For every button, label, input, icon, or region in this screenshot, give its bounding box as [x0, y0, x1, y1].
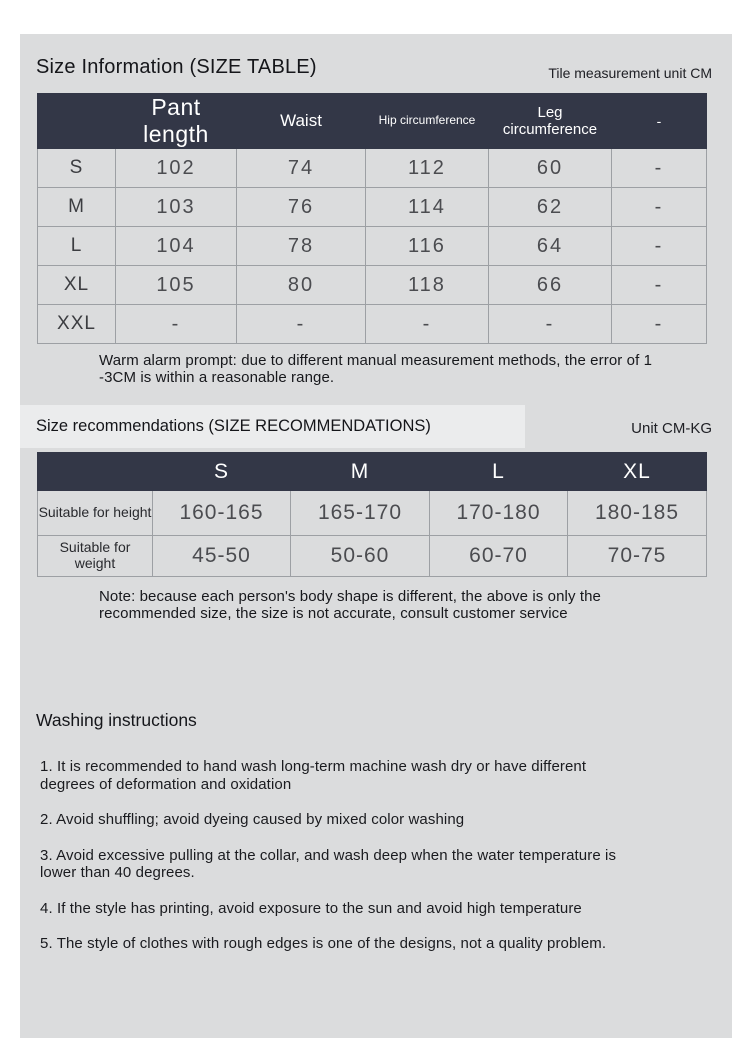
washing-item: 4. If the style has printing, avoid exposure to the sun and avoid high temperature — [40, 899, 582, 917]
cell-value: 165-170 — [291, 491, 430, 536]
size-table — [37, 93, 707, 344]
cell-value: 105 — [116, 266, 237, 305]
cell-value: 64 — [489, 227, 612, 266]
size-table-header-row — [38, 94, 707, 149]
cell-value: 80 — [237, 266, 366, 305]
cell-value: - — [612, 188, 707, 227]
washing-instructions-title: Washing instructions — [36, 710, 197, 730]
table-row — [38, 305, 707, 344]
table-row — [38, 491, 707, 536]
cell-value: 50-60 — [291, 536, 430, 577]
cell-value: 112 — [366, 149, 489, 188]
table-row — [38, 227, 707, 266]
recommend-header-empty — [38, 453, 153, 491]
row-label: Suitable for weight — [38, 536, 153, 577]
cell-value: - — [612, 149, 707, 188]
washing-item: 1. It is recommended to hand wash long-term machine wash dry or have different degrees of deformation and oxidation — [40, 758, 587, 793]
cell-value: 118 — [366, 266, 489, 305]
cell-value: 45-50 — [153, 536, 291, 577]
size-table-header-dash: - — [612, 94, 707, 149]
size-table-unit-note: Tile measurement unit CM — [548, 65, 712, 81]
cell-value: 170-180 — [430, 491, 568, 536]
cell-value: 60 — [489, 149, 612, 188]
cell-value: 116 — [366, 227, 489, 266]
recommend-header-s: S — [153, 453, 291, 491]
size-recommendations-table — [37, 452, 707, 577]
size-table-header-empty — [38, 94, 116, 149]
recommend-header-row — [38, 453, 707, 491]
size-recommendations-title: Size recommendations (SIZE RECOMMENDATIONS) — [36, 417, 431, 435]
cell-value: 102 — [116, 149, 237, 188]
cell-value: 66 — [489, 266, 612, 305]
recommend-header-m: M — [291, 453, 430, 491]
size-label: L — [38, 227, 116, 266]
cell-value: 104 — [116, 227, 237, 266]
washing-item: 2. Avoid shuffling; avoid dyeing caused by mixed color washing — [40, 811, 465, 828]
cell-value: 70-75 — [568, 536, 707, 577]
cell-value: - — [489, 305, 612, 344]
washing-item: 3. Avoid excessive pulling at the collar, and wash deep when the water temperature is lower than 40 degrees. — [40, 846, 617, 881]
size-table-header-hip-circumference: Hip circumference — [366, 94, 489, 149]
recommend-note: Note: because each person's body shape is different, the above is only the recommended size, the size is not accurate, consult customer service — [99, 588, 601, 623]
size-label: S — [38, 149, 116, 188]
cell-value: 180-185 — [568, 491, 707, 536]
cell-value: 76 — [237, 188, 366, 227]
washing-item: 5. The style of clothes with rough edges is one of the designs, not a quality problem. — [40, 935, 607, 952]
size-label: XXL — [38, 305, 116, 344]
cell-value: - — [612, 266, 707, 305]
row-label: Suitable for height — [38, 491, 153, 536]
washing-instructions-list — [40, 758, 626, 971]
cell-value: - — [116, 305, 237, 344]
cell-value: 103 — [116, 188, 237, 227]
cell-value: - — [612, 227, 707, 266]
cell-value: - — [612, 305, 707, 344]
table-row — [38, 188, 707, 227]
size-table-header-waist: Waist — [237, 94, 366, 149]
cell-value: - — [237, 305, 366, 344]
table-row — [38, 149, 707, 188]
cell-value: 114 — [366, 188, 489, 227]
cell-value: 160-165 — [153, 491, 291, 536]
cell-value: 74 — [237, 149, 366, 188]
size-label: XL — [38, 266, 116, 305]
warm-alarm-prompt: Warm alarm prompt: due to different manual measurement methods, the error of 1 -3CM is within a reasonable range. — [99, 352, 653, 387]
recommend-header-l: L — [430, 453, 568, 491]
cell-value: - — [366, 305, 489, 344]
size-table-title: Size Information (SIZE TABLE) — [36, 56, 317, 78]
cell-value: 60-70 — [430, 536, 568, 577]
table-row — [38, 266, 707, 305]
recommend-header-xl: XL — [568, 453, 707, 491]
size-info-panel — [20, 34, 732, 1038]
size-table-header-leg-circumference: Leg circumference — [489, 94, 612, 149]
table-row — [38, 536, 707, 577]
recommend-unit-note: Unit CM-KG — [631, 420, 712, 437]
size-table-header-pant-length: Pant length — [116, 94, 237, 149]
size-label: M — [38, 188, 116, 227]
cell-value: 78 — [237, 227, 366, 266]
cell-value: 62 — [489, 188, 612, 227]
